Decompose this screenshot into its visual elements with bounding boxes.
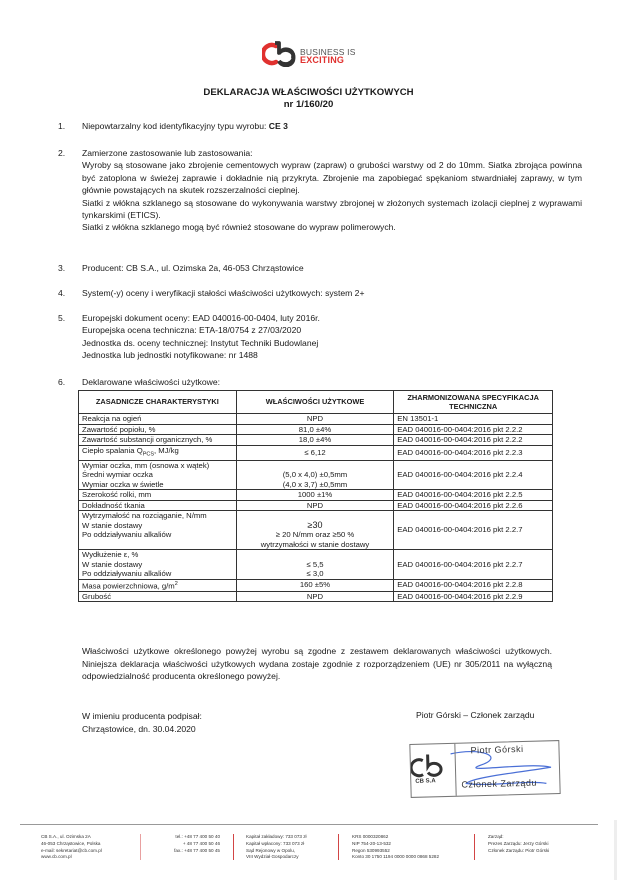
characteristic-text: W stanie dostawy [82,559,143,569]
footer-separator [140,834,141,860]
footer-line: Kapitał zakładowy: 733 073 zł [246,834,307,839]
stamp-name: Piotr Górski [470,743,524,756]
performance-value [240,461,391,471]
footer-line: Regon 530993552 [352,847,390,853]
section-label: Niepowtarzalny kod identyfikacyjny typu wyrobu: [82,121,269,131]
footer-board [488,834,549,854]
characteristic-text: Zawartość substancji organicznych, % [82,435,213,444]
specification-cell: EAD 040016-00-0404:2016 pkt 2.2.9 [394,591,553,602]
specification-cell: EAD 040016-00-0404:2016 pkt 2.2.7 [394,550,553,580]
product-code: CE 3 [268,121,288,131]
performance-value-cell [236,490,394,501]
table-row [79,445,553,460]
logo-tagline-1: BUSINESS IS [300,47,356,57]
characteristic-text: Zawartość popiołu, % [82,424,156,434]
characteristic-cell [79,445,237,460]
footer-line: Konto 30 1750 1194 0000 0000 0868 5282 [352,854,440,860]
footer-phone [160,834,220,854]
company-logo [262,41,372,71]
specification-cell: EAD 040016-00-0404:2016 pkt 2.2.7 [394,511,553,550]
performance-value: NPD [306,591,324,601]
table-row [79,460,553,490]
performance-value: 81,0 ±4% [298,424,332,434]
footer-line: 46-053 Chrząstowice, Polska [41,840,101,846]
characteristic-text: Wydłużenie ε, % [82,550,139,560]
footer-address [41,834,102,861]
logo-tagline-2: EXCITING [300,55,345,65]
specification-cell: EAD 040016-00-0404:2016 pkt 2.2.8 [394,579,553,591]
performance-value-cell [236,500,394,511]
specification-cell: EAD 040016-00-0404:2016 pkt 2.2.3 [394,445,553,460]
conformity-statement [82,645,552,683]
column-header: WŁAŚCIWOŚCI UŻYTKOWE [236,391,394,414]
ead-line: Europejski dokument oceny: EAD 040016-00-0404, luty 2016r. [82,313,320,323]
performance-value: ≥ 20 N/mm oraz ≥50 % [275,530,355,540]
performance-value: (4,0 x 3,7) ±0,5mm [282,479,348,489]
signatory-name: Piotr Górski – Członek zarządu [416,710,535,720]
signature-block-left [82,710,202,735]
performance-value: NPD [306,500,324,510]
place-date: Chrząstowice, dn. 30.04.2020 [82,723,196,734]
company-stamp [409,740,560,798]
footer-line: tel.: +48 77 400 50 40 [175,834,220,839]
footer-capital [246,834,307,861]
footer-separator [474,834,475,860]
performance-value-cell [236,550,394,580]
table-row [79,424,553,435]
footer-line: Zarząd: [488,834,504,839]
footer-line: Sąd Rejonowy w Opolu, [246,847,296,853]
footer-line: fax.: +48 77 400 50 45 [174,847,220,853]
footer-email-link[interactable]: e-mail: sekretariat@cb.com.pl [41,847,102,853]
performance-value-cell [236,460,394,490]
characteristic-text: Szerokość rolki, mm [82,490,152,500]
section-number: 6. [58,377,66,387]
footer-website-link[interactable]: www.cb.com.pl [41,854,72,860]
characteristic-text: Po oddziaływaniu alkaliów [82,569,172,579]
table-row [79,550,553,580]
performance-value: 1000 ±1% [297,490,333,500]
footer-line: Prezes Zarządu: Jerzy Górski [488,840,549,846]
characteristic-text: Wymiar oczka, mm (osnowa x wątek) [82,460,210,470]
notified-body-line: Jednostka lub jednostki notyfikowane: nr 1488 [82,350,258,361]
characteristic-text: Dokładność tkania [82,500,145,510]
performance-value [240,550,391,560]
characteristic-text: Grubość [82,591,112,601]
characteristic-text: Wymiar oczka w świetle [82,479,164,489]
performance-value-cell [236,445,394,460]
footer-line: + 48 77 400 50 46 [182,840,220,846]
table-row [79,490,553,501]
performance-value: NPD [306,414,324,423]
performance-value: (5,0 x 4,0) ±0,5mm [282,470,348,480]
characteristic-text: Reakcja na ogień [82,414,142,423]
performance-value: ≤ 3,0 [306,569,324,579]
characteristic-cell [79,424,237,435]
characteristic-cell [79,591,237,602]
superscript: 2 [174,580,178,587]
intended-use-paragraph: Siatki z włókna szklanego są stosowane do wykonywania warstwy zbrojonej w złożonych systemach izolacji cieplnej z wyprawami tynkarskimi (ETICS). [82,197,582,221]
performance-value-cell [236,579,394,591]
specification-cell: EAD 040016-00-0404:2016 pkt 2.2.4 [394,460,553,490]
performance-value-cell [236,591,394,602]
table-caption: Deklarowane właściwości użytkowe: [82,377,221,387]
document-number: nr 1/160/20 [283,99,334,110]
characteristic-text: Wytrzymałość na rozciąganie, N/mm [82,511,207,521]
column-header: ZASADNICZE CHARAKTERYSTYKI [79,391,237,414]
footer-separator [233,834,234,860]
characteristic-cell [79,579,237,591]
performance-table [78,390,553,602]
specification-cell: EAD 040016-00-0404:2016 pkt 2.2.2 [394,424,553,435]
characteristic-text: Średni wymiar oczka [82,470,153,480]
performance-value: wytrzymałości w stanie dostawy [260,539,370,549]
performance-value: ≥30 [307,519,323,530]
table-row [79,579,553,591]
specification-cell: EN 13501-1 [394,414,553,425]
performance-value-cell [236,435,394,446]
intended-use-paragraph: Wyroby są stosowane jako zbrojenie cementowych wypraw (zapraw) o grubości warstwy od 2 do 10mm. Siatka zbrojąca powinna być zatoplona w świeżej zaprawie i dokładnie nią przykryta. Zbrojenie ma zapobiegać spękaniom stwardniałej zaprawy, w tym głównie powstających na skutek rozszerzalności cieplnej. [82,160,582,196]
section-number: 1. [58,121,66,131]
table-row [79,591,553,602]
table-row [79,500,553,511]
intended-use-paragraph: Siatki z włókna szklanego mogą być również stosowane do wypraw polimerowych. [82,222,396,233]
performance-value-cell [236,414,394,425]
stamp-role: Członek Zarządu [461,777,538,790]
specification-cell: EAD 040016-00-0404:2016 pkt 2.2.6 [394,500,553,511]
performance-value: 160 ±5% [299,580,331,590]
section-number: 4. [58,288,66,298]
characteristic-text: W stanie dostawy [82,520,143,530]
eta-line: Europejska ocena techniczna: ETA-18/0754 z 27/03/2020 [82,325,302,336]
cb-logo-icon [262,41,298,67]
table-row [79,435,553,446]
document-title: DEKLARACJA WŁAŚCIWOŚCI UŻYTKOWYCH [203,87,414,98]
performance-value: ≤ 5,5 [306,559,324,569]
characteristic-cell [79,414,237,425]
assessment-system-text: System(-y) oceny i weryfikacji stałości właściwości użytkowych: system 2+ [82,288,365,298]
section-label: Zamierzone zastosowanie lub zastosowania: [82,148,253,158]
table-row [79,414,553,425]
performance-value-cell [236,424,394,435]
characteristic-text: Masa powierzchniowa, g/m [82,581,175,591]
table-header-row [79,391,553,414]
characteristic-cell [79,460,237,490]
section-number: 3. [58,263,66,273]
characteristic-text: Ciepło spalania Q [82,445,143,455]
table-row [79,511,553,550]
performance-value-cell [236,511,394,550]
footer-line: KRS 0000320862 [352,834,389,839]
assessment-body-line: Jednostka ds. oceny technicznej: Instytut Techniki Budowlanej [82,337,319,348]
section-number: 2. [58,148,66,158]
characteristic-cell [79,500,237,511]
characteristic-cell [79,435,237,446]
footer-line: Członek Zarządu: Piotr Górski [488,847,550,853]
characteristic-cell [79,550,237,580]
performance-value: 18,0 ±4% [298,435,332,444]
footer-registration [352,834,439,861]
characteristic-cell [79,511,237,550]
footer-line: VIII Wydział Gospodarczy [246,854,299,860]
section-number: 5. [58,313,66,323]
footer-separator [338,834,339,860]
footer-line: CB S.A., ul. Ozimska 2A [41,834,91,839]
footer-line: NIP 754-20-13-532 [352,840,391,846]
footer-line: Kapitał wpłacony: 733 073 zł [246,840,305,846]
performance-value: ≤ 6,12 [304,447,326,457]
characteristic-text: Po oddziaływaniu alkaliów [82,530,172,540]
footer-divider [20,824,598,825]
producer-text: Producent: CB S.A., ul. Ozimska 2a, 46-053 Chrząstowice [82,263,304,273]
characteristic-cell [79,490,237,501]
characteristic-text [82,540,233,550]
stamp-company: CB S.A [415,778,436,785]
signed-by-label: W imieniu producenta podpisał: [82,711,202,721]
characteristic-text: , MJ/kg [154,445,179,455]
subscript: PCS [142,451,154,458]
specification-cell: EAD 040016-00-0404:2016 pkt 2.2.2 [394,435,553,446]
column-header: ZHARMONIZOWANA SPECYFIKACJA TECHNICZNA [394,391,553,414]
specification-cell: EAD 040016-00-0404:2016 pkt 2.2.5 [394,490,553,501]
closing-text: Właściwości użytkowe określonego powyżej wyrobu są zgodne z zestawem deklarowanych właściwości użytkowych. Niniejsza deklaracja właściwości użytkowych wydana zostaje zgodnie z rozporządzeniem (UE) nr 305/2011 na wyłączną odpowiedzialność producenta określonego powyżej. [82,646,552,682]
